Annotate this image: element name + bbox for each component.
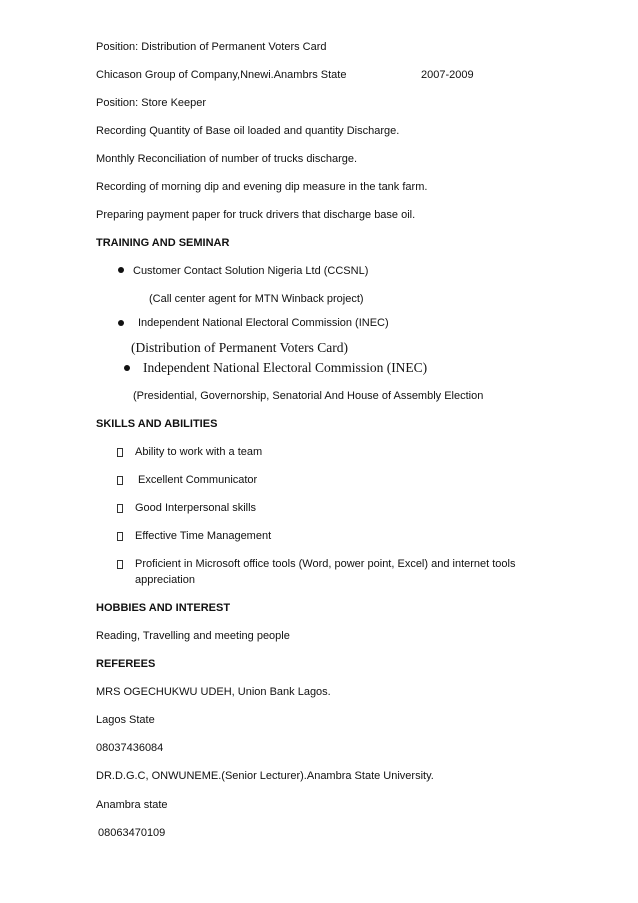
bullet-icon — [118, 267, 124, 273]
hobbies-heading: HOBBIES AND INTEREST — [96, 602, 231, 614]
training-item-2: Independent National Electoral Commission (INEC) — [138, 317, 389, 329]
duty-line-2: Monthly Reconciliation of number of trucks discharge. — [96, 153, 358, 165]
hobbies-text: Reading, Travelling and meeting people — [96, 630, 290, 642]
duty-line-4: Preparing payment paper for truck drivers that discharge base oil. — [96, 209, 416, 221]
referee-1-phone: 08037436084 — [96, 742, 164, 754]
position-voters-card: Position: Distribution of Permanent Voters Card — [96, 41, 327, 53]
skill-item: Effective Time Management — [135, 530, 272, 542]
position-store-keeper: Position: Store Keeper — [96, 97, 207, 109]
duty-line-3: Recording of morning dip and evening dip measure in the tank farm. — [96, 181, 428, 193]
referee-2-name: DR.D.G.C, ONWUNEME.(Senior Lecturer).Anambra State University. — [96, 770, 434, 782]
training-item-1-note: (Call center agent for MTN Winback project) — [149, 293, 364, 305]
referee-1-state: Lagos State — [96, 714, 155, 726]
employer-name: Chicason Group of Company,Nnewi.Anambrs State — [96, 69, 347, 81]
employer-years: 2007-2009 — [421, 69, 474, 81]
box-bullet-icon — [117, 532, 123, 541]
training-item-3: Independent National Electoral Commission (INEC) — [143, 360, 428, 375]
skill-item: Ability to work with a team — [135, 446, 263, 458]
training-item-1: Customer Contact Solution Nigeria Ltd (CCSNL) — [133, 265, 369, 277]
bullet-icon — [118, 320, 124, 326]
training-heading: TRAINING AND SEMINAR — [96, 237, 230, 249]
training-item-3-note: (Presidential, Governorship, Senatorial And House of Assembly Election — [133, 390, 484, 402]
skill-item: Excellent Communicator — [138, 474, 258, 486]
skills-heading: SKILLS AND ABILITIES — [96, 418, 218, 430]
referee-2-phone: 08063470109 — [98, 827, 166, 839]
referee-1-name: MRS OGECHUKWU UDEH, Union Bank Lagos. — [96, 686, 331, 698]
box-bullet-icon — [117, 504, 123, 513]
box-bullet-icon — [117, 476, 123, 485]
duty-line-1: Recording Quantity of Base oil loaded and quantity Discharge. — [96, 125, 400, 137]
skill-item-continuation: appreciation — [135, 574, 195, 586]
bullet-icon — [124, 365, 130, 371]
referees-heading: REFEREES — [96, 658, 156, 670]
referee-2-state: Anambra state — [96, 799, 168, 811]
box-bullet-icon — [117, 448, 123, 457]
box-bullet-icon — [117, 560, 123, 569]
skill-item: Good Interpersonal skills — [135, 502, 257, 514]
training-item-2-note: (Distribution of Permanent Voters Card) — [131, 340, 348, 355]
skill-item: Proficient in Microsoft office tools (Word, power point, Excel) and internet tools — [135, 558, 516, 570]
